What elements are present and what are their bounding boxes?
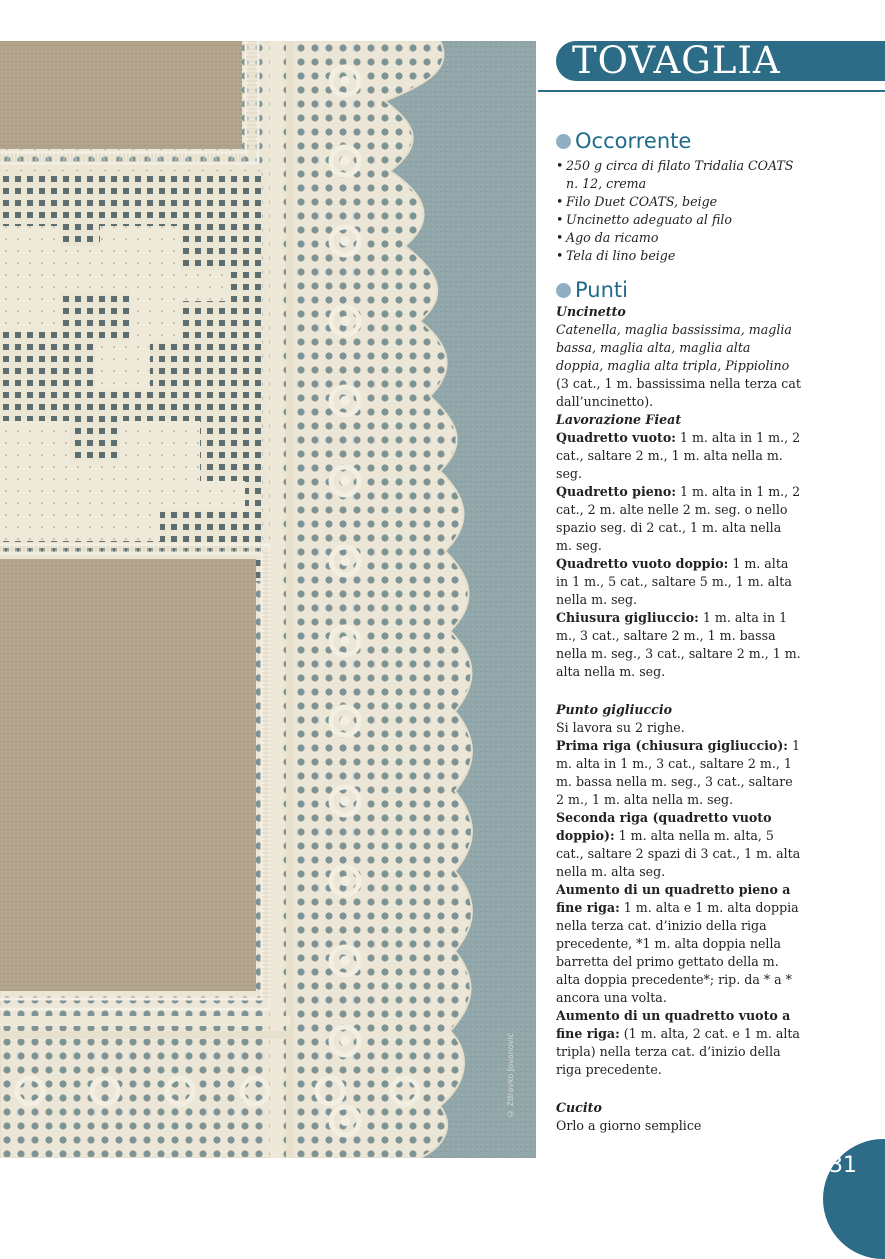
occorrente-heading <box>556 128 801 154</box>
stitch-text: 1 m. alta e 1 m. alta doppia nella terza cat. d’inizio della riga precedente, *1 m. alta doppia nella barretta del primo gettato della m. alta doppia precedente*; rip. da * a * ancora una volta. <box>556 900 799 1005</box>
page-number: 31 <box>829 1153 857 1178</box>
lace-flower-center <box>340 956 350 966</box>
list-item: • Filo Duet COATS, beige <box>556 193 801 211</box>
lace-flower-center <box>340 76 350 86</box>
lace-flower-center <box>340 476 350 486</box>
page-title: TOVAGLIA <box>572 39 781 82</box>
uncinetto-text: Catenella, maglia bassissima, maglia bassa, maglia alta, maglia alta doppia, maglia alta tripla, Pippiolino <box>556 322 792 373</box>
cucito-text: Orlo a giorno semplice <box>556 1118 702 1133</box>
materials-list <box>556 157 801 265</box>
stitch-entry <box>556 609 801 681</box>
occorrente-heading-text: Occorrente <box>575 129 692 153</box>
stitch-name: Quadretto vuoto: <box>556 430 676 445</box>
lace-flower-center <box>340 1116 350 1126</box>
pippiolino-note: (3 cat., 1 m. bassissima nella terza cat dall’uncinetto). <box>556 376 801 409</box>
punti-heading <box>556 277 801 303</box>
stitch-name: Prima riga (chiusura gigliuccio): <box>556 738 788 753</box>
lace-flower-center <box>340 1036 350 1046</box>
lace-flower-center <box>340 556 350 566</box>
instructions-column <box>556 128 801 1135</box>
cucito-label: Cucito <box>556 1100 602 1115</box>
stitch-name: Aumento di un quadretto pieno a fine riga: <box>556 882 791 915</box>
photo-credit: © Zdravko Jovanović <box>506 1032 515 1118</box>
list-item: • Uncinetto adeguato al filo <box>556 211 801 229</box>
stitch-entry <box>556 429 801 483</box>
section-dot-icon <box>556 134 571 149</box>
uncinetto-label: Uncinetto <box>556 304 626 319</box>
stitch-entry <box>556 555 801 609</box>
list-item: • 250 g circa di filato Tridalia COATS n. 12, crema <box>556 157 801 193</box>
stitch-text: 1 m. alta in 1 m., 3 cat., saltare 2 m., 1 m. bassa nella m. seg., 3 cat., saltare 2 m., 1 m. alta nella m. seg. <box>556 610 801 679</box>
lace-flower-center <box>340 156 350 166</box>
stitch-entry <box>556 881 801 1007</box>
stitch-name: Seconda riga (quadretto vuoto doppio): <box>556 810 772 843</box>
fieat-label: Lavorazione Fieat <box>556 412 682 427</box>
list-item: • Ago da ricamo <box>556 229 801 247</box>
gigliuccio-intro: Si lavora su 2 righe. <box>556 720 685 735</box>
lace-flower-center <box>340 236 350 246</box>
lace-flower-center <box>340 796 350 806</box>
stitch-text: 1 m. alta nella m. alta, 5 cat., saltare 2 spazi di 3 cat., 1 m. alta nella m. alta seg. <box>556 828 801 879</box>
lace-flower-center <box>340 396 350 406</box>
stitch-entry <box>556 737 801 809</box>
stitch-text: (1 m. alta, 2 cat. e 1 m. alta tripla) nella terza cat. d’inizio della riga precedente. <box>556 1026 800 1077</box>
lace-flower-center <box>340 716 350 726</box>
stitch-entry <box>556 1007 801 1079</box>
stitch-name: Quadretto vuoto doppio: <box>556 556 729 571</box>
lace-flower-center <box>340 316 350 326</box>
lace-flower-center <box>340 876 350 886</box>
stitch-text: 1 m. alta in 1 m., 2 cat., saltare 2 m., 1 m. alta nella m. seg. <box>556 430 801 481</box>
stitch-name: Chiusura gigliuccio: <box>556 610 699 625</box>
tablecloth-photo <box>0 41 536 1158</box>
lace-flower-center <box>340 636 350 646</box>
section-dot-icon <box>556 283 571 298</box>
list-item: • Tela di lino beige <box>556 247 801 265</box>
gigliuccio-label: Punto gigliuccio <box>556 702 673 717</box>
title-rule <box>538 90 885 92</box>
stitch-entry <box>556 483 801 555</box>
stitch-text: 1 m. alta in 1 m., 2 cat., 2 m. alte nelle 2 m. seg. o nello spazio seg. di 2 cat., 1 m. alta nella m. seg. <box>556 484 801 553</box>
stitch-name: Quadretto pieno: <box>556 484 676 499</box>
stitch-entry <box>556 809 801 881</box>
punti-heading-text: Punti <box>575 278 628 302</box>
stitch-name: Aumento di un quadretto vuoto a fine riga: <box>556 1008 791 1041</box>
stitch-text: 1 m. alta in 1 m., 5 cat., saltare 5 m., 1 m. alta nella m. seg. <box>556 556 792 607</box>
stitch-text: 1 m. alta in 1 m., 3 cat., saltare 2 m., 1 m. bassa nella m. seg., 3 cat., saltare 2 m., 1 m. alta nella m. seg. <box>556 738 800 807</box>
